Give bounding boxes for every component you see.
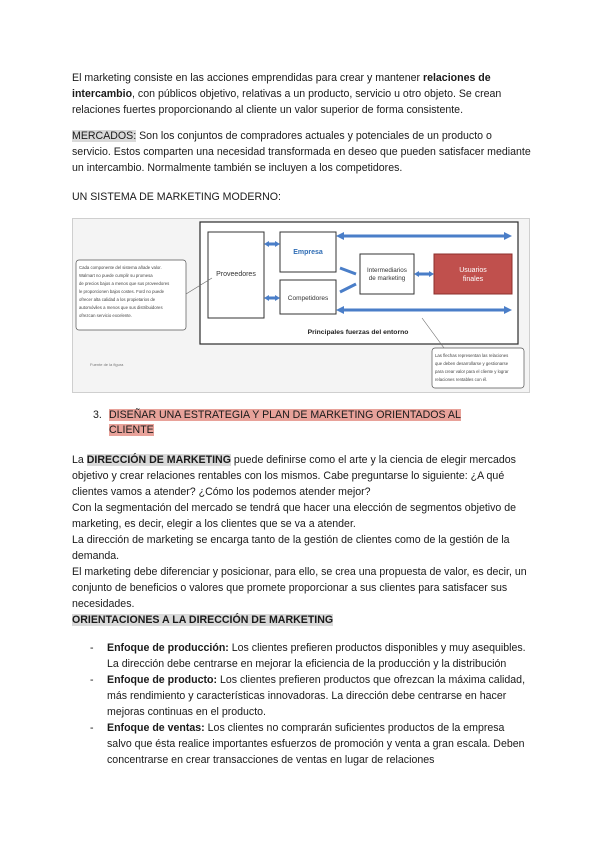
mercados-paragraph — [72, 128, 532, 176]
right-note-line: que deben desarrollarse y gestionarse — [435, 361, 509, 366]
left-note-line: de precios bajos a menos que sus proveedores — [79, 281, 170, 286]
left-note-box — [76, 260, 186, 330]
direccion-paragraph — [72, 452, 532, 612]
direccion-pre: La — [72, 454, 87, 466]
left-note-line: automóviles a menos que sus distribuidores — [79, 305, 163, 310]
fuerzas-label: Principales fuerzas del entorno — [307, 329, 409, 336]
left-note-line: Walmart no puede cumplir su promesa — [79, 273, 153, 278]
orientaciones-heading — [72, 613, 333, 628]
list-item — [72, 720, 532, 768]
list-dash: - — [90, 674, 94, 686]
direccion-line3: La dirección de marketing se encarga tanto de la gestión de clientes como de la gestión de la demanda. — [72, 534, 510, 562]
section3-title: DISEÑAR UNA ESTRATEGIA Y PLAN DE MARKETING ORIENTADOS AL CLIENTE — [109, 409, 461, 436]
sistema-heading: UN SISTEMA DE MARKETING MODERNO: — [72, 191, 281, 203]
empresa-label: Empresa — [293, 249, 323, 256]
section3-number: 3. — [93, 409, 102, 421]
list-item — [72, 640, 532, 672]
left-note-line: Cada componente del sistema añade valor. — [79, 265, 162, 270]
right-note-line: Las flechas representan las relaciones — [435, 353, 509, 358]
usuarios-label-2: finales — [462, 276, 484, 283]
right-note-line: para crear valor para el cliente y lograr — [435, 369, 509, 374]
direccion-line1: puede definirse como el arte y la ciencia de elegir mercados objetivo y crear relaciones rentables con los mismos. Cabe preguntarse lo siguiente: ¿A qué clientes vamos a atender? ¿Cómo los podemos atender mejor? — [72, 454, 516, 498]
enfoque-text: Los clientes prefieren productos disponibles y muy asequibles. La dirección debe centrarse en mejorar la eficiencia de la producción y la distribución — [107, 642, 526, 670]
left-note-line: ofrezcan servicio excelente. — [79, 313, 133, 318]
enfoque-label: Enfoque de ventas: — [107, 722, 205, 734]
proveedores-label: Proveedores — [216, 271, 256, 278]
mercados-label: MERCADOS: — [72, 130, 137, 142]
intro-bold-term: relaciones de intercambio — [72, 72, 491, 100]
intermediarios-box — [360, 254, 414, 294]
intermediarios-label-1: Intermediarios — [367, 267, 407, 274]
left-note-line: ofrecer alta calidad a los propietarios de — [79, 297, 156, 302]
enfoques-list — [72, 640, 532, 768]
marketing-system-diagram — [72, 218, 530, 393]
list-dash: - — [90, 642, 94, 654]
direccion-line2: Con la segmentación del mercado se tendrá que hacer una elección de segmentos objetivo de marketing, es decir, elegir a los clientes que se va a atender. — [72, 502, 517, 530]
direccion-term: DIRECCIÓN DE MARKETING — [86, 454, 231, 466]
enfoque-text: Los clientes prefieren productos que ofrezcan la máxima calidad, más rendimiento y características innovadoras. La dirección debe centrarse en hacer mejoras continuas en el producto. — [107, 674, 526, 718]
intro-text-1: El marketing consiste en las acciones emprendidas para crear y mantener — [72, 72, 423, 84]
figure-caption: Fuente de la figura — [90, 362, 124, 367]
enfoque-label: Enfoque de producción: — [107, 642, 229, 654]
intro-paragraph — [72, 70, 532, 118]
left-note-line: le proporcionen bajos costes. Ford no puede — [79, 289, 165, 294]
direccion-line4: El marketing debe diferenciar y posicionar, para ello, se crea una propuesta de valor, es decir, un conjunto de beneficios o valores que promete proporcionar a sus clientes para satisfacer sus necesidades. — [72, 566, 527, 610]
mercados-text: Son los conjuntos de compradores actuales y potenciales de un producto o servicio. Estos comparten una necesidad transformada en deseo que pueden satisfacer mediante un intercambio. Normalmente también se incluyen a los competidores. — [72, 130, 531, 174]
orientaciones-heading-text: ORIENTACIONES A LA DIRECCIÓN DE MARKETING — [72, 614, 334, 626]
section3-heading — [93, 408, 505, 438]
usuarios-label-1: Usuarios — [459, 267, 487, 274]
enfoque-text: Los clientes no comprarán suficientes productos de la empresa salvo que ésta realice importantes esfuerzos de promoción y venta a gran escala. Deben concentrarse en crear transacciones de ventas en lugar de relaciones — [107, 722, 525, 766]
enfoque-label: Enfoque de producto: — [107, 674, 218, 686]
usuarios-box — [434, 254, 512, 294]
list-dash: - — [90, 722, 94, 734]
competidores-label: Competidores — [287, 295, 329, 302]
intro-text-2: , con públicos objetivo, relativas a un producto, servicio u otro objeto. Se crean relaciones fuertes proporcionando al cliente un valor superior de forma consistente. — [72, 88, 502, 116]
list-item — [72, 672, 532, 720]
right-note-line: relaciones rentables con él. — [435, 377, 488, 382]
intermediarios-label-2: de marketing — [368, 275, 406, 282]
